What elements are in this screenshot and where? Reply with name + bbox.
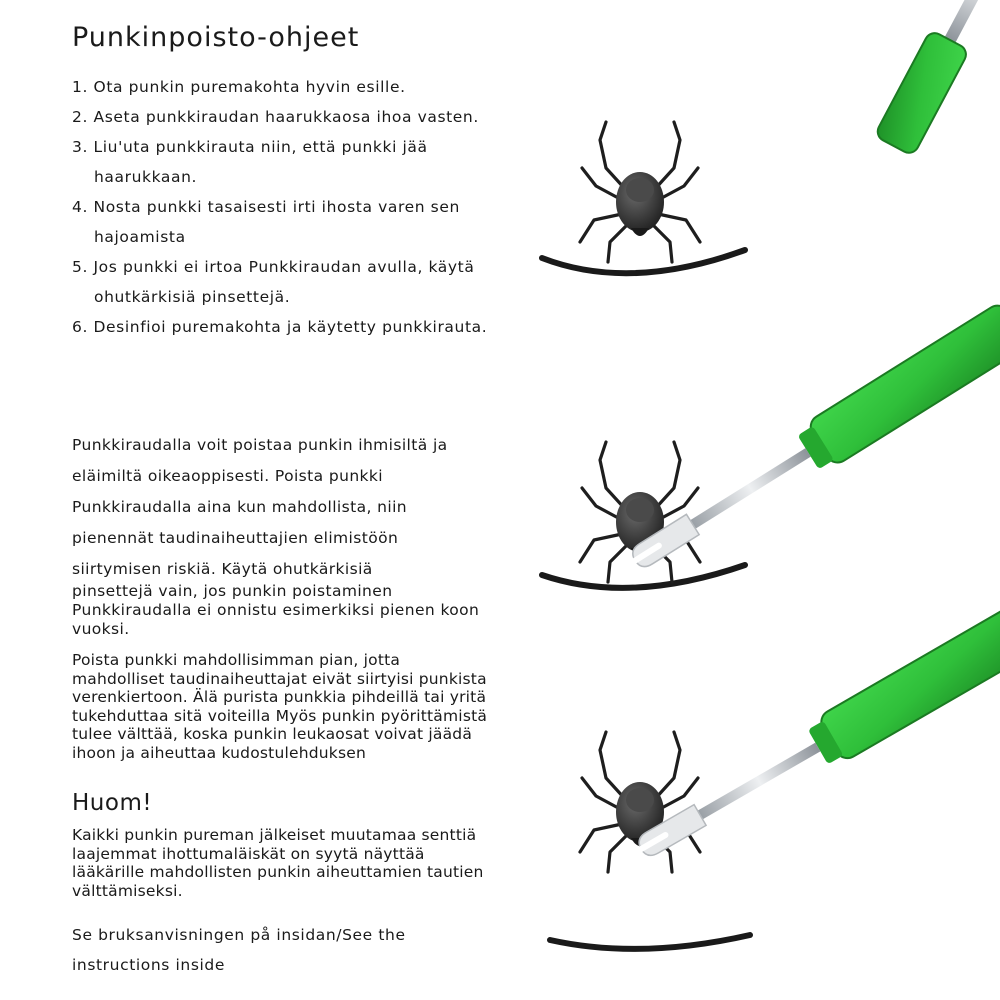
steps-list xyxy=(72,72,492,342)
page-title: Punkinpoisto-ohjeet xyxy=(72,22,360,53)
step-item: 4. Nosta punkki tasaisesti irti ihosta varen sen hajoamista xyxy=(72,198,460,246)
intro-paragraph: Punkkiraudalla voit poistaa punkin ihmisiltä ja eläimiltä oikeaoppisesti. Poista punkki Punkkiraudalla aina kun mahdollista, niin pienennät taudinaiheuttajien elimistöön siirtymisen riskiä. Käytä ohutkärkisiä xyxy=(72,436,448,578)
see-inside-note: Se bruksanvisningen på insidan/See the instructions inside xyxy=(72,926,406,974)
step-item: 5. Jos punkki ei irtoa Punkkiraudan avulla, käytä ohutkärkisiä pinsettejä. xyxy=(72,258,475,306)
step-item: 6. Desinfioi puremakohta ja käytetty punkkirauta. xyxy=(72,318,488,336)
tick-removal-illustration xyxy=(520,0,1000,1000)
scene-2-illustration xyxy=(542,301,1000,588)
note-heading: Huom! xyxy=(72,790,153,816)
note-paragraph: Kaikki punkin pureman jälkeiset muutamaa senttiä laajemmat ihottumaläiskät on syytä näyttää lääkärille mahdollisten punkin aiheuttamien tautien välttämiseksi. xyxy=(72,826,484,900)
step-item: 2. Aseta punkkiraudan haarukkaosa ihoa vasten. xyxy=(72,108,479,126)
step-item: 3. Liu'uta punkkirauta niin, että punkki jää haarukkaan. xyxy=(72,138,428,186)
step-item: 1. Ota punkin puremakohta hyvin esille. xyxy=(72,78,406,96)
scene-3-illustration xyxy=(550,602,1000,948)
warning-paragraph: Poista punkki mahdollisimman pian, jotta mahdolliset taudinaiheuttajat eivät siirtyisi punkista verenkiertoon. Älä purista punkkia pihdeillä tai yritä tukehduttaa sitä voiteilla Myös punkin pyörittämistä tulee välttää, koska punkin leukaosat voivat jäädä ihoon ja aiheuttaa kudostulehduksen xyxy=(72,651,488,762)
intro-paragraph-continued: pinsettejä vain, jos punkin poistaminen Punkkiraudalla ei onnistu esimerkiksi pienen koon vuoksi. xyxy=(72,582,480,638)
scene-1-illustration xyxy=(542,0,1000,273)
